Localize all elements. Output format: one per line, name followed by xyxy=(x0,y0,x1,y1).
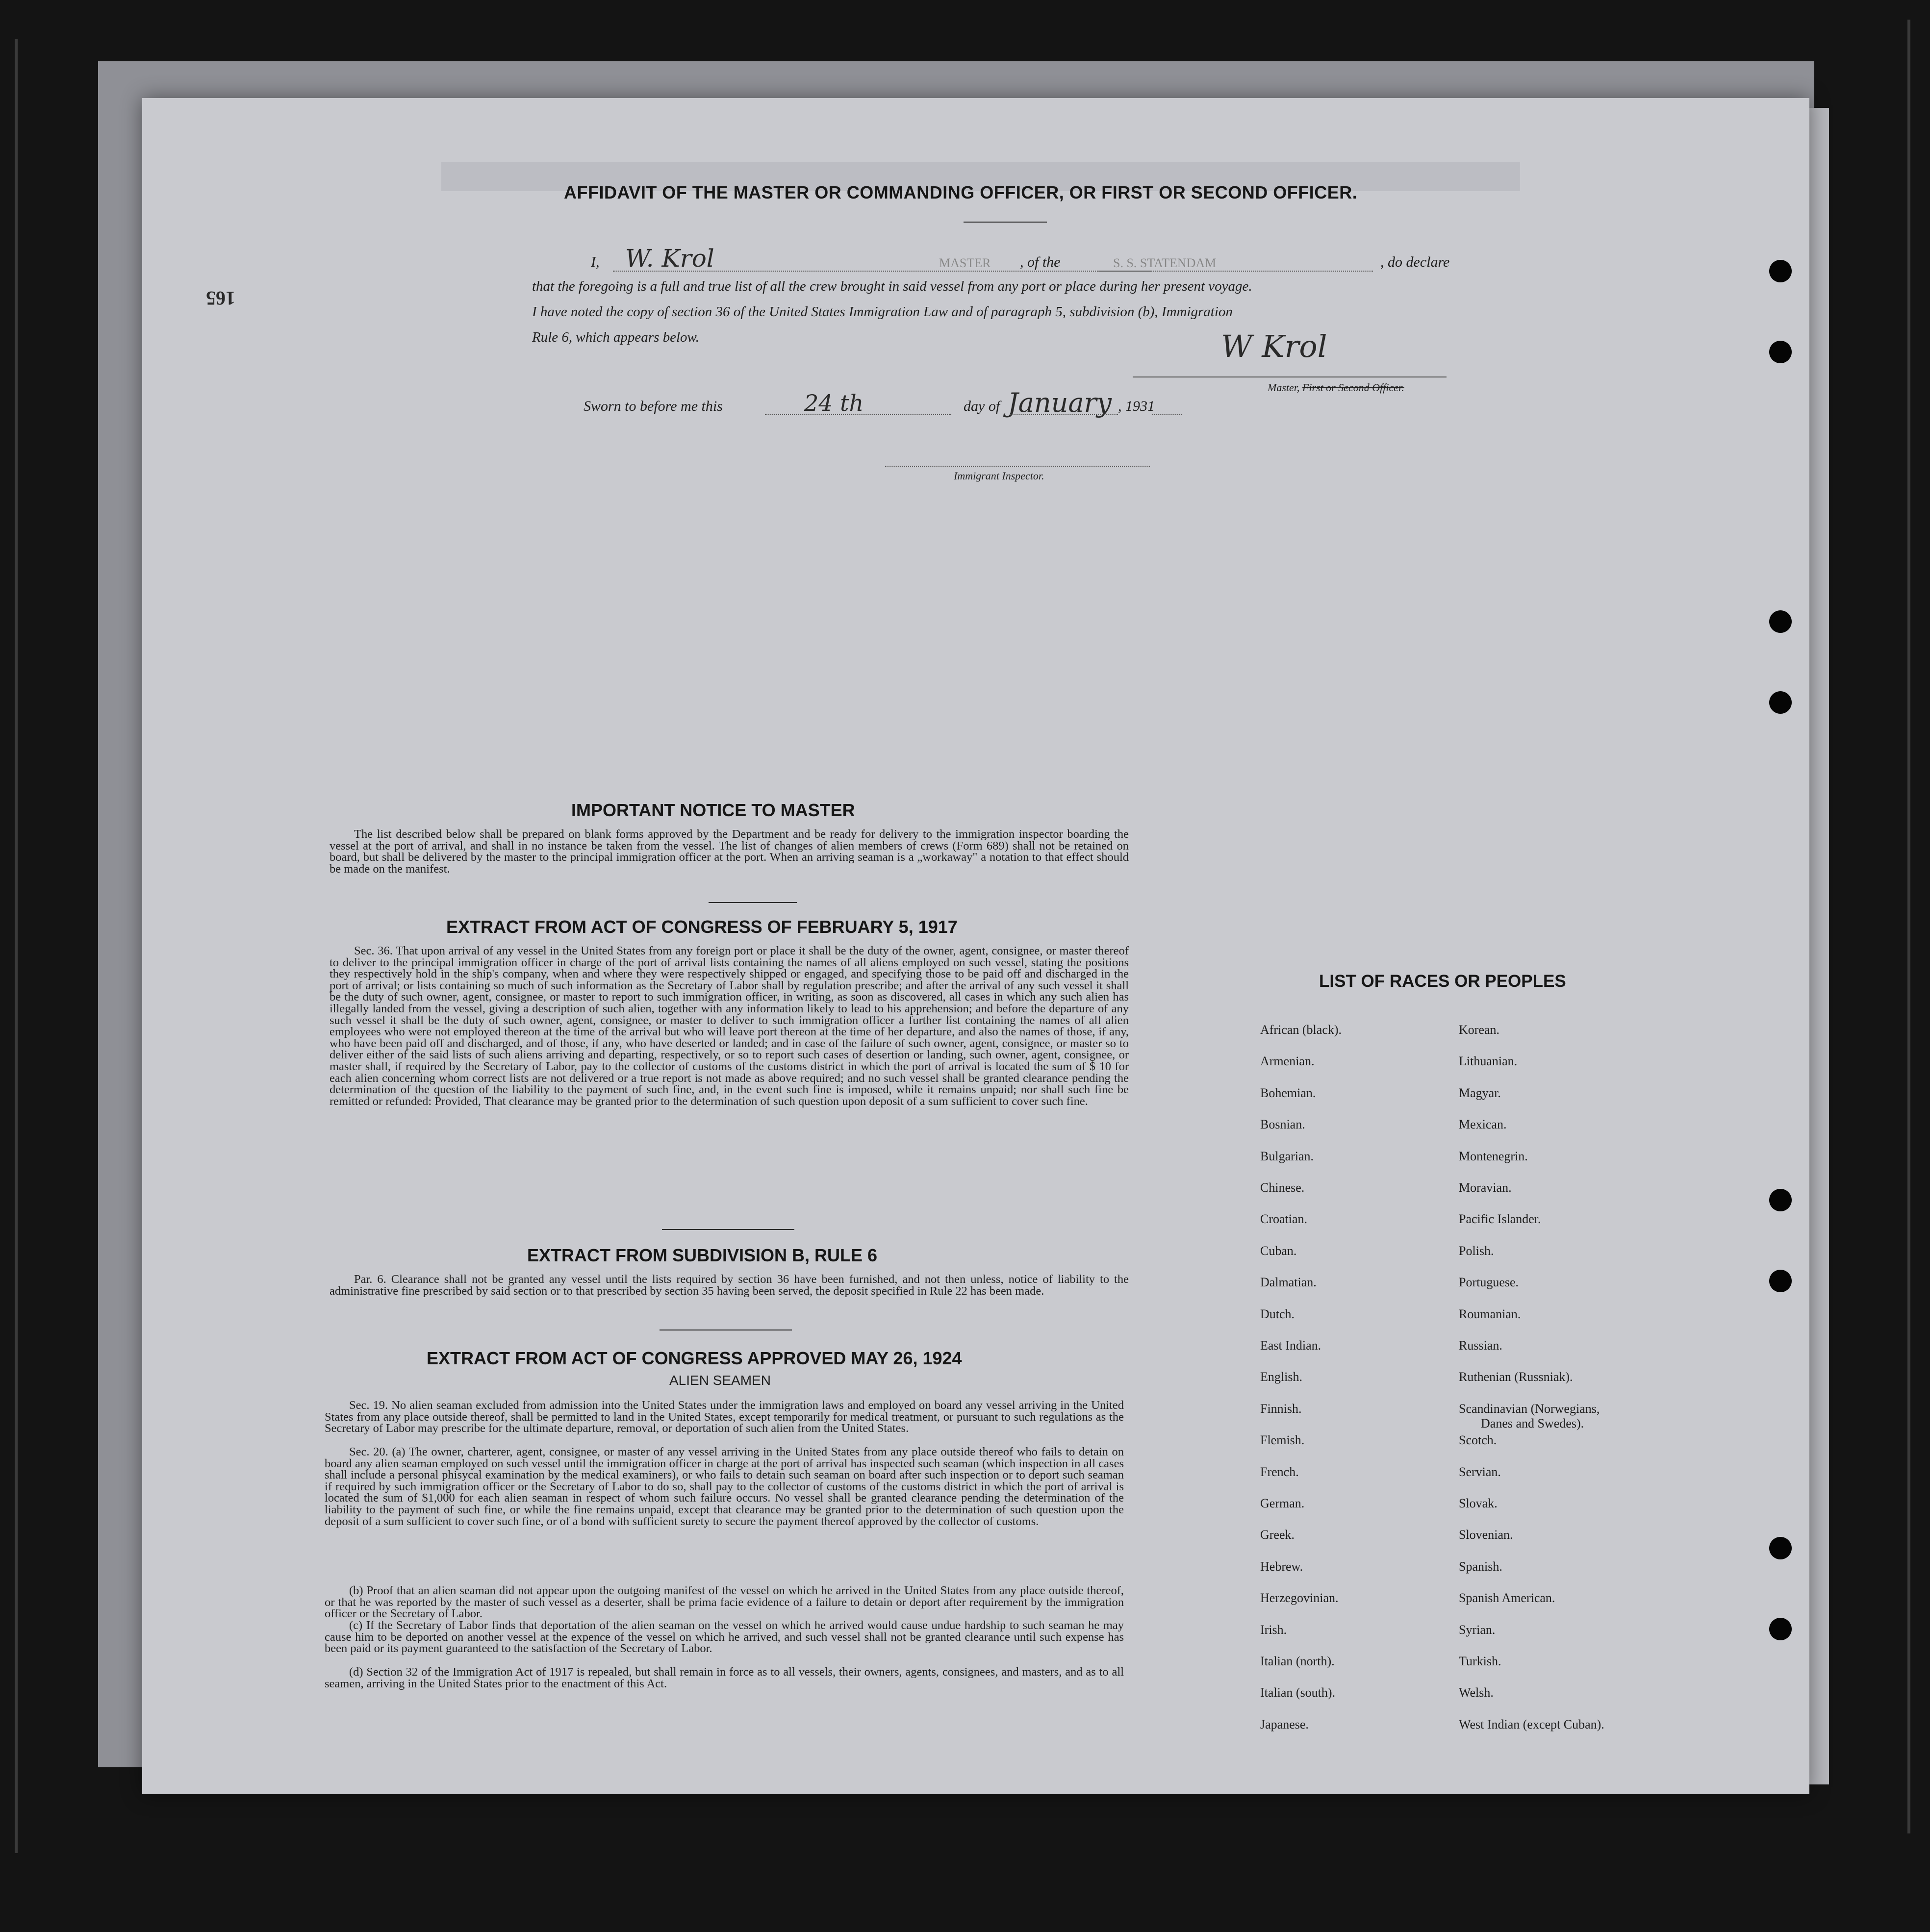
divider xyxy=(709,902,797,903)
affidavit-line-2: that the foregoing is a full and true list of all the crew brought in said vessel from any port or place during her present voyage. xyxy=(532,278,1252,294)
race-item: Slovenian. xyxy=(1459,1528,1513,1542)
race-item: Flemish. xyxy=(1260,1433,1305,1447)
film-edge-left xyxy=(15,39,18,1853)
punch-hole xyxy=(1769,610,1792,633)
punch-hole xyxy=(1769,1189,1792,1211)
race-item: Slovak. xyxy=(1459,1496,1498,1510)
master-label: Master, xyxy=(1268,381,1302,394)
notice-text: The list described below shall be prepared on blank forms approved by the Department and be ready for delivery to the immigration inspector boarding the vessel at the port of arrival, and shall in no instance be taken from the vessel. The list of changes of alien members of crews (Form 689) shall not be retained on board, but shall be delivered by the master to the principal immigration officer at the port. When an arriving seaman is a „workaway" a notation to that effect should be made on the manifest. xyxy=(330,828,1129,876)
race-item: Servian. xyxy=(1459,1465,1501,1479)
divider xyxy=(662,1229,794,1230)
master-name-handwritten: W. Krol xyxy=(625,244,714,273)
race-item: Montenegrin. xyxy=(1459,1149,1528,1163)
race-item: Turkish. xyxy=(1459,1654,1501,1668)
punch-hole xyxy=(1769,260,1792,282)
race-item: Greek. xyxy=(1260,1528,1295,1542)
extract-1917-title: EXTRACT FROM ACT OF CONGRESS OF FEBRUARY 5, 1917 xyxy=(446,917,958,937)
extract-rule6-text: Par. 6. Clearance shall not be granted any vessel until the lists required by section 36 have been furnished, and not then unless, notice of liability to the administrative fine prescribed by said section or to that prescribed by section 35 having been served, the deposit specified in Rule 22 has been made. xyxy=(330,1273,1129,1298)
year-blank xyxy=(1152,414,1182,415)
punch-hole xyxy=(1769,691,1792,714)
sworn-year: , 1931 xyxy=(1118,398,1155,414)
sworn-prefix: Sworn to before me this xyxy=(584,398,723,414)
extract-rule6-title: EXTRACT FROM SUBDIVISION B, RULE 6 xyxy=(527,1245,878,1265)
race-item: Irish. xyxy=(1260,1623,1287,1637)
punch-hole xyxy=(1769,1270,1792,1292)
affidavit-title: AFFIDAVIT OF THE MASTER OR COMMANDING OFFICER, OR FIRST OR SECOND OFFICER. xyxy=(564,182,1358,202)
race-item: Pacific Islander. xyxy=(1459,1212,1541,1226)
races-title: LIST OF RACES OR PEOPLES xyxy=(1319,972,1566,991)
race-item: Italian (south). xyxy=(1260,1685,1336,1700)
race-item: Armenian. xyxy=(1260,1054,1315,1068)
master-signature: W Krol xyxy=(1221,328,1327,364)
race-item: Italian (north). xyxy=(1260,1654,1335,1668)
day-blank xyxy=(765,414,951,415)
race-item: Scotch. xyxy=(1459,1433,1497,1447)
race-item: Herzegovinian. xyxy=(1260,1591,1339,1605)
race-item: African (black). xyxy=(1260,1023,1342,1037)
month-blank xyxy=(1010,414,1118,415)
race-item: Croatian. xyxy=(1260,1212,1308,1226)
race-item: Moravian. xyxy=(1459,1180,1512,1195)
race-item: Mexican. xyxy=(1459,1117,1507,1131)
punch-hole xyxy=(1769,341,1792,363)
name-blank xyxy=(613,271,1152,272)
role-value: MASTER xyxy=(939,256,991,270)
extract-1924-sec20c: (c) If the Secretary of Labor finds that deportation of the alien seaman on the vessel on which he arrived would cause undue hardship to such seaman he may cause him to be deported on another vessel at the expence of the vessel on which he arrived, and such vessel shall not be granted clearance until such expense has been paid or its payment guaranteed to the satisfaction of the Secretary of Labor. xyxy=(325,1619,1124,1656)
race-item: Danes and Swedes). xyxy=(1481,1416,1584,1430)
extract-1917-text: Sec. 36. That upon arrival of any vessel in the United States from any foreign port or place it shall be the duty of the owner, agent, consignee, or master thereof to deliver to the principal immigration officer in charge of the port of arrival lists containing the names of all aliens employed on such vessel, stating the positions they respectively hold in the ship's company, when and where they were respectively shipped or engaged, and specifying those to be paid off and discharged in the port of arrival; or lists containing so much of such information as the Secretary of Labor shall by regulation prescribe; and after the arrival of any such vessel it shall be the duty of such owner, agent, consignee, or master to report to such immigration officer, in writing, as soon as discovered, all cases in which any such alien has illegally landed from the vessel, giving a description of such alien, together with any information likely to lead to his apprehension; and before the departure of any such vessel it shall be the duty of such owner, agent, consignee, or master to deliver to such immigration officer a further list containing the names of all alien employees who were not employed thereon at the time of the arrival but who will leave port thereon at the time of her departure, and also the names of those, if any, who have been paid off and discharged, and of those, if any, who have deserted or landed; and in case of the failure of such owner, agent, consignee, or master so to deliver either of the said lists of such aliens arriving and departing, respectively, or so to report such cases of desertion or landing, such owner, agent, consignee, or master shall, if required by the Secretary of Labor, pay to the collector of customs of the customs district in which the port of arrival is located the sum of $ 10 for each alien concerning whom correct lists are not delivered or a true report is not made as above required; and no such vessel shall be granted clearance pending the determination of the question of the liability to the payment of such fine, and, in the event such fine is imposed, while it remains unpaid; nor shall such fine be remitted or refunded: Provided, That clearance may be granted prior to the determination of such question upon deposit of a sum sufficient to cover such fine. xyxy=(330,944,1129,1108)
page-number: 165 xyxy=(206,287,235,309)
race-item: Lithuanian. xyxy=(1459,1054,1518,1068)
vessel-value: S. S. STATENDAM xyxy=(1113,256,1217,270)
race-item: French. xyxy=(1260,1465,1299,1479)
race-item: Spanish. xyxy=(1459,1559,1502,1574)
race-item: Finnish. xyxy=(1260,1402,1302,1416)
affidavit-prefix: I, xyxy=(591,254,600,270)
race-item: English. xyxy=(1260,1370,1302,1384)
punch-hole xyxy=(1769,1537,1792,1559)
race-item: Bosnian. xyxy=(1260,1117,1305,1131)
extract-1924-sec19: Sec. 19. No alien seaman excluded from admission into the United States under the immigration laws and employed on board any vessel arriving in the United States from any place outside thereof, shall be permitted to land in the United States, except temporarily for medical treatment, or pursuant to such regulations as the Secretary of Labor may prescribe for the ultimate departure, removal, or deportation of such alien from the United States. xyxy=(325,1399,1124,1435)
race-item: Hebrew. xyxy=(1260,1559,1303,1574)
race-item: German. xyxy=(1260,1496,1305,1510)
affidavit-line-4: Rule 6, which appears below. xyxy=(532,329,699,345)
race-item: Russian. xyxy=(1459,1338,1502,1353)
race-item: Welsh. xyxy=(1459,1685,1494,1700)
race-item: Dutch. xyxy=(1260,1307,1295,1321)
race-item: Portuguese. xyxy=(1459,1275,1519,1289)
inspector-blank xyxy=(885,466,1150,467)
punch-hole xyxy=(1769,1618,1792,1640)
race-item: Roumanian. xyxy=(1459,1307,1521,1321)
day-of-text: day of xyxy=(964,398,1000,414)
extract-1924-sec20a: Sec. 20. (a) The owner, charterer, agent, consignee, or master of any vessel arriving in the United States from any place outside thereof who fails to detain on board any alien seaman employed on such vessel until the immigration officer in charge at the port of arrival has inspected such seaman (which inspection in all cases shall include a personal phisycal examination by the medical examiners), or who fails to detain such seaman on board after such inspection or to deport such seaman if required by such immigration officer or the Secretary of Labor to do so, shall pay to the collector of customs of the customs district in which the port of arrival is located the sum of $1,000 for each alien seaman in respect of whom such failure occurs. No vessel shall be granted clearance pending the determination of the liability to the payment of such fine, or while the fine remains unpaid, except that clearance may be granted prior to the determination of such question upon the deposit of a sum sufficient to cover such fine, or of a bond with sufficient surety to secure the payment thereof approved by the collector of customs. xyxy=(325,1445,1124,1528)
race-item: Spanish American. xyxy=(1459,1591,1555,1605)
affidavit-line-3: I have noted the copy of section 36 of the United States Immigration Law and of paragraph 5, subdivision (b), Immigration xyxy=(532,304,1233,320)
race-item: Bohemian. xyxy=(1260,1086,1316,1100)
film-edge-right xyxy=(1907,20,1910,1833)
race-item: Japanese. xyxy=(1260,1717,1309,1731)
vessel-blank xyxy=(1098,271,1373,272)
race-item: Scandinavian (Norwegians, xyxy=(1459,1402,1600,1416)
race-item: Dalmatian. xyxy=(1260,1275,1317,1289)
race-item: Korean. xyxy=(1459,1023,1500,1037)
extract-1924-sec20b: (b) Proof that an alien seaman did not appear upon the outgoing manifest of the vessel on which he arrived in the United States from any place outside thereof, or that he was reported by the master of such vessel as a deserter, shall be prima facie evidence of a failure to detain or deport after requirement by the immigration officer or the Secretary of Labor. xyxy=(325,1584,1124,1621)
affidavit-line-1 xyxy=(591,254,600,271)
sworn-month-handwritten: January xyxy=(1008,387,1112,418)
extract-1924-subtitle: ALIEN SEAMEN xyxy=(669,1373,771,1388)
signature-label xyxy=(1268,381,1404,394)
race-item: Polish. xyxy=(1459,1244,1494,1258)
race-item: Chinese. xyxy=(1260,1180,1305,1195)
race-item: East Indian. xyxy=(1260,1338,1321,1353)
do-declare-text: , do declare xyxy=(1380,254,1450,270)
signature-blank xyxy=(1133,376,1447,377)
race-item: Magyar. xyxy=(1459,1086,1501,1100)
divider xyxy=(964,222,1047,223)
race-item: Ruthenian (Russniak). xyxy=(1459,1370,1573,1384)
race-item: Syrian. xyxy=(1459,1623,1496,1637)
struck-officer-label: First or Second Officer. xyxy=(1302,381,1404,394)
of-the-text: , of the xyxy=(1020,254,1061,270)
extract-1924-sec20d: (d) Section 32 of the Immigration Act of 1917 is repealed, but shall remain in force as to all vessels, their owners, agents, consignees, and masters, and as to all seamen, arriving in the United States prior to the enactment of this Act. xyxy=(325,1665,1124,1690)
notice-title: IMPORTANT NOTICE TO MASTER xyxy=(571,800,855,820)
sworn-day-handwritten: 24 th xyxy=(804,390,864,416)
race-item: West Indian (except Cuban). xyxy=(1459,1717,1604,1731)
inspector-label: Immigrant Inspector. xyxy=(954,470,1044,482)
extract-1924-title: EXTRACT FROM ACT OF CONGRESS APPROVED MAY 26, 1924 xyxy=(427,1348,962,1368)
race-item: Cuban. xyxy=(1260,1244,1297,1258)
race-item: Bulgarian. xyxy=(1260,1149,1314,1163)
